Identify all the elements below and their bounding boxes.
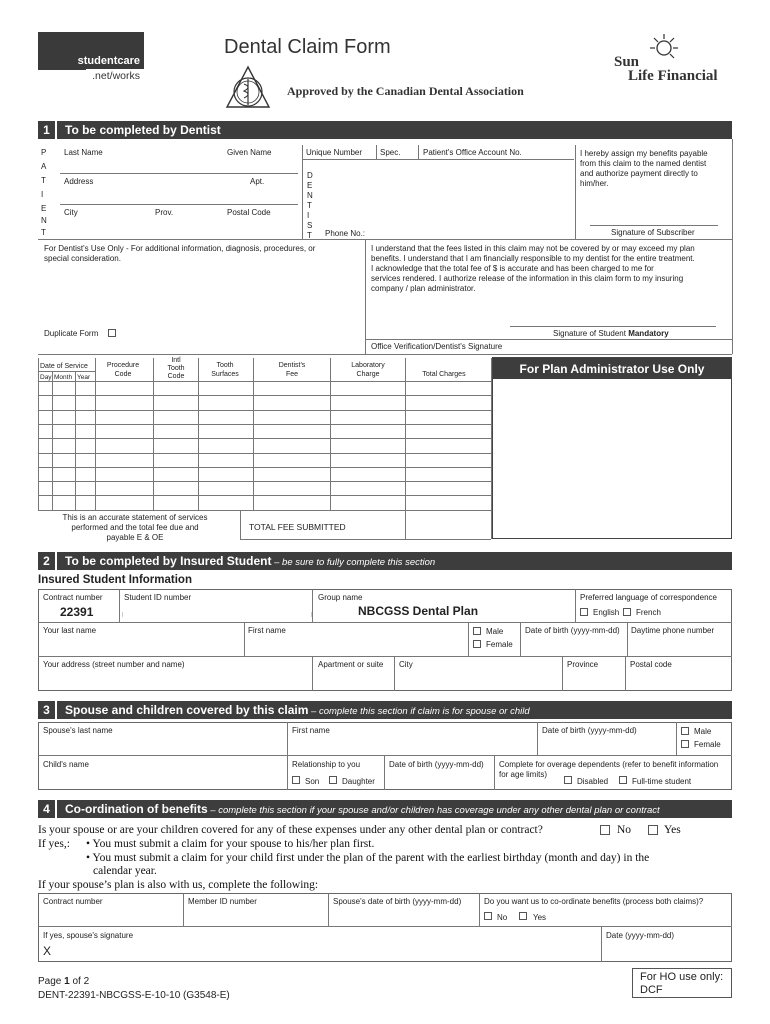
- table-row[interactable]: [38, 467, 491, 468]
- english-checkbox[interactable]: [580, 608, 588, 616]
- fulltime-checkbox[interactable]: [619, 776, 627, 784]
- divider: [494, 755, 495, 790]
- table-row[interactable]: [38, 453, 491, 454]
- postal-code-label: Postal code: [630, 660, 672, 669]
- divider: [601, 926, 602, 962]
- section2-title-wrap: [65, 552, 435, 572]
- divider: [479, 893, 480, 926]
- intl-tooth-code-header: Intl Tooth Code: [167, 357, 185, 380]
- approved-text: Approved by the Canadian Dental Association: [287, 84, 524, 98]
- divider: [38, 656, 732, 657]
- dentist-letter: S: [307, 221, 313, 230]
- relationship-label: Relationship to you: [292, 760, 361, 769]
- table-row[interactable]: [38, 481, 491, 482]
- coverage-no-label: No: [617, 824, 632, 836]
- province-label: Province: [567, 660, 599, 669]
- patient-prov-label: Prov.: [155, 208, 174, 217]
- apartment-label: Apartment or suite: [318, 660, 384, 669]
- section3-header: [38, 701, 732, 719]
- city-label: City: [399, 660, 413, 669]
- spouse-dob-label: Date of birth (yyyy-mm-dd): [542, 726, 637, 735]
- male-checkbox[interactable]: [473, 627, 481, 635]
- date-of-service-header: Date of Service: [40, 363, 88, 370]
- col-line: [95, 358, 96, 510]
- sunlife-logo: [612, 34, 732, 86]
- dentist-letter: T: [307, 201, 312, 210]
- divider: [38, 926, 732, 927]
- divider: [240, 510, 241, 539]
- divider: [376, 145, 377, 159]
- coverage-no-checkbox[interactable]: [600, 825, 610, 835]
- divider: [625, 656, 626, 691]
- divider: [394, 656, 395, 691]
- daughter-label: Daughter: [342, 777, 375, 786]
- patient-letter: T: [41, 176, 46, 185]
- form-title: Dental Claim Form: [224, 36, 391, 58]
- student-id-label: Student ID number: [124, 593, 192, 602]
- coordinate-no-label: No: [497, 913, 508, 922]
- divider: [312, 656, 313, 691]
- spouse-first-name-label: First name: [292, 726, 330, 735]
- childs-name-label: Child's name: [43, 760, 89, 769]
- member-id-label: Member ID number: [188, 897, 257, 906]
- divider: [183, 893, 184, 926]
- section2-subtitle: – be sure to fully complete this section: [271, 557, 436, 568]
- logo-line1: studentcare: [77, 55, 140, 67]
- sunlife-line1: Sun: [614, 54, 640, 70]
- french-checkbox[interactable]: [623, 608, 631, 616]
- divider: [676, 722, 677, 755]
- coordinate-yes-checkbox[interactable]: [519, 912, 527, 920]
- services-table: [38, 358, 491, 539]
- table-row[interactable]: [38, 438, 491, 439]
- student-signature-label: Signature of Student Mandatory: [553, 329, 669, 338]
- contract-number-value[interactable]: 22391: [60, 605, 94, 619]
- child-dob-label: Date of birth (yyyy-mm-dd): [389, 760, 484, 769]
- patient-block: [38, 145, 300, 239]
- dentist-letter: T: [307, 231, 312, 240]
- ho-use-line1: For HO use only:: [640, 971, 724, 983]
- total-charges-header: Total Charges: [422, 371, 466, 378]
- coordinate-no-checkbox[interactable]: [484, 912, 492, 920]
- daytime-phone-label: Daytime phone number: [631, 626, 715, 635]
- divider: [240, 539, 491, 540]
- divider: [38, 371, 95, 372]
- table-row[interactable]: [38, 424, 491, 425]
- preferred-language-label: Preferred language of correspondence: [580, 593, 717, 602]
- section1-number: 1: [38, 121, 57, 139]
- plan-admin-header: For Plan Administrator Use Only: [493, 358, 731, 379]
- insured-student-heading: Insured Student Information: [38, 574, 192, 586]
- group-name-value[interactable]: NBCGSS Dental Plan: [358, 604, 479, 618]
- female-label: Female: [486, 640, 513, 649]
- page-number: Page 1 of 2: [38, 976, 90, 987]
- tooth-surfaces-header: Tooth Surfaces: [211, 362, 239, 378]
- section2-header: [38, 552, 732, 570]
- divider: [38, 354, 732, 355]
- bullet-2-continued: calendar year.: [93, 865, 157, 877]
- son-label: Son: [305, 777, 320, 786]
- section4-number: 4: [38, 800, 57, 818]
- ho-use-line2: DCF: [640, 984, 663, 996]
- col-line: [75, 371, 76, 510]
- spouse-contract-label: Contract number: [43, 897, 103, 906]
- divider: [520, 622, 521, 656]
- patient-given-name-label: Given Name: [227, 148, 272, 157]
- disabled-label: Disabled: [577, 777, 609, 786]
- dentist-phone-label: Phone No.:: [325, 229, 366, 238]
- divider: [302, 159, 574, 160]
- year-header: Year: [77, 374, 91, 381]
- assign-left-border: [575, 145, 576, 239]
- patient-name-line[interactable]: [60, 173, 298, 174]
- unique-number-label: Unique Number: [306, 148, 363, 157]
- spouse-male-checkbox[interactable]: [681, 727, 689, 735]
- total-fee-submitted-label: TOTAL FEE SUBMITTED: [249, 522, 346, 532]
- form-code: DENT-22391-NBCGSS-E-10-10 (G3548-E): [38, 990, 230, 1001]
- divider: [328, 893, 329, 926]
- patient-address-label: Address: [64, 177, 94, 186]
- coverage-yes-label: Yes: [664, 824, 681, 836]
- section3-subtitle: – complete this section if claim is for spouse or child: [308, 706, 530, 717]
- divider: [287, 722, 288, 790]
- patient-letter: P: [41, 148, 47, 157]
- divider: [562, 656, 563, 691]
- table-header-line: [38, 381, 491, 382]
- section3-number: 3: [38, 701, 57, 719]
- divider: [244, 622, 245, 656]
- contract-number-label: Contract number: [43, 593, 103, 602]
- english-label: English: [593, 608, 620, 617]
- dentist-letter: D: [307, 171, 313, 180]
- dentist-letter: E: [307, 181, 313, 190]
- divider: [365, 239, 366, 354]
- col-line: [330, 358, 331, 510]
- table-row[interactable]: [38, 495, 491, 496]
- divider: [38, 239, 732, 240]
- divider: [384, 755, 385, 790]
- your-address-label: Your address (street number and name): [43, 660, 185, 669]
- patient-city-label: City: [64, 208, 78, 217]
- patient-letter: T: [41, 228, 46, 237]
- section2-number: 2: [38, 552, 57, 570]
- divider: [38, 755, 732, 756]
- patient-letter: E: [41, 204, 47, 213]
- spouse-signature-label: If yes, spouse's signature: [43, 931, 134, 940]
- dentists-fee-header: Dentist's Fee: [278, 362, 306, 378]
- section3-title: Spouse and children covered by this claim: [65, 703, 309, 717]
- spouse-dob4-label: Spouse's date of birth (yyyy-mm-dd): [333, 897, 462, 906]
- patient-letter: I: [41, 190, 44, 199]
- laboratory-charge-header: Laboratory Charge: [351, 362, 385, 378]
- divider: [468, 622, 469, 656]
- sunlife-line2: Life Financial: [628, 68, 718, 84]
- patient-apt-label: Apt.: [250, 177, 265, 186]
- divider: [119, 589, 120, 622]
- female-checkbox[interactable]: [473, 640, 481, 648]
- studentcare-logo: [38, 32, 144, 82]
- section4-title-wrap: [65, 800, 660, 820]
- divider: [365, 339, 732, 340]
- mandatory-label: Mandatory: [628, 329, 669, 338]
- signature-x[interactable]: X: [43, 944, 52, 958]
- patient-letter: N: [41, 216, 47, 225]
- subscriber-signature-line[interactable]: [590, 225, 718, 226]
- if-spouse-plan: If your spouse’s plan is also with us, complete the following:: [38, 879, 319, 891]
- table-bottom-line: [38, 510, 491, 511]
- subscriber-signature-label: Signature of Subscriber: [611, 228, 695, 237]
- logo-line2: .net/works: [92, 70, 140, 82]
- table-row[interactable]: [38, 395, 491, 396]
- divider: [732, 139, 733, 354]
- duplicate-form-label: Duplicate Form: [44, 329, 99, 338]
- section2-title: To be completed by Insured Student: [65, 554, 272, 568]
- accurate-statement: This is an accurate statement of services performed and the total fee due and payable E & OE: [62, 513, 208, 542]
- section1-title: To be completed by Dentist: [65, 123, 221, 137]
- divider: [627, 622, 628, 656]
- duplicate-form-checkbox[interactable]: [108, 329, 116, 337]
- col-line: [405, 358, 406, 539]
- your-last-name-label: Your last name: [43, 626, 97, 635]
- col-line: [253, 358, 254, 510]
- fulltime-label: Full-time student: [632, 777, 692, 786]
- patient-postal-label: Postal Code: [227, 208, 271, 217]
- patient-last-name-label: Last Name: [64, 148, 103, 157]
- day-header: Day: [40, 374, 52, 381]
- section4-title: Co-ordination of benefits: [65, 802, 208, 816]
- french-label: French: [636, 608, 661, 617]
- spouse-female-label: Female: [694, 740, 721, 749]
- coordinate-yes-label: Yes: [533, 913, 547, 922]
- male-label: Male: [486, 627, 504, 636]
- coverage-yes-checkbox[interactable]: [648, 825, 658, 835]
- dob-label: Date of birth (yyyy-mm-dd): [525, 626, 620, 635]
- patient-letter: A: [41, 162, 47, 171]
- section4-header: [38, 800, 732, 818]
- divider: [418, 145, 419, 159]
- ho-use-box: [632, 968, 732, 998]
- first-name-label: First name: [248, 626, 286, 635]
- office-account-label: Patient's Office Account No.: [423, 148, 522, 157]
- month-header: Month: [54, 374, 73, 381]
- spec-label: Spec.: [380, 148, 401, 157]
- daughter-checkbox[interactable]: [329, 776, 337, 784]
- bullet-2: • You must submit a claim for your child first under the plan of the parent with the earliest birthday (month and day) in the: [86, 852, 650, 864]
- if-yes-label: If yes,:: [38, 838, 70, 850]
- coordinate-question: Do you want us to co-ordinate benefits (process both claims)?: [484, 897, 704, 906]
- patient-address-line[interactable]: [60, 204, 298, 205]
- office-verification-label: Office Verification/Dentist's Signature: [371, 342, 503, 351]
- col-line: [153, 358, 154, 510]
- disabled-checkbox[interactable]: [564, 776, 572, 784]
- section1-header: [38, 121, 732, 139]
- coverage-question: Is your spouse or are your children covered for any of these expenses under any other dental plan or contract?: [38, 824, 543, 836]
- spouse-female-checkbox[interactable]: [681, 740, 689, 748]
- bullet-1: • You must submit a claim for your spouse to his/her plan first.: [86, 838, 375, 850]
- spouse-last-name-label: Spouse's last name: [43, 726, 113, 735]
- divider: [575, 589, 576, 622]
- section4-subtitle: – complete this section if your spouse and/or children has coverage under any other dental plan or contract: [207, 805, 660, 816]
- col-line: [52, 371, 53, 510]
- dentist-letter: I: [307, 211, 310, 220]
- student-id-field[interactable]: [122, 605, 312, 617]
- section3-title-wrap: [65, 701, 530, 721]
- signature-date-label: Date (yyyy-mm-dd): [606, 931, 675, 940]
- col-line: [198, 358, 199, 510]
- table-row[interactable]: [38, 410, 491, 411]
- cda-logo: [224, 64, 272, 112]
- dentist-letter: N: [307, 191, 313, 200]
- group-name-label: Group name: [318, 593, 363, 602]
- col-line: [38, 358, 39, 510]
- divider: [312, 589, 313, 622]
- divider: [537, 722, 538, 755]
- son-checkbox[interactable]: [292, 776, 300, 784]
- spouse-male-label: Male: [694, 727, 712, 736]
- student-signature-line[interactable]: [510, 326, 716, 327]
- procedure-code-header: Procedure Code: [106, 362, 140, 378]
- plan-admin-box: [492, 357, 732, 539]
